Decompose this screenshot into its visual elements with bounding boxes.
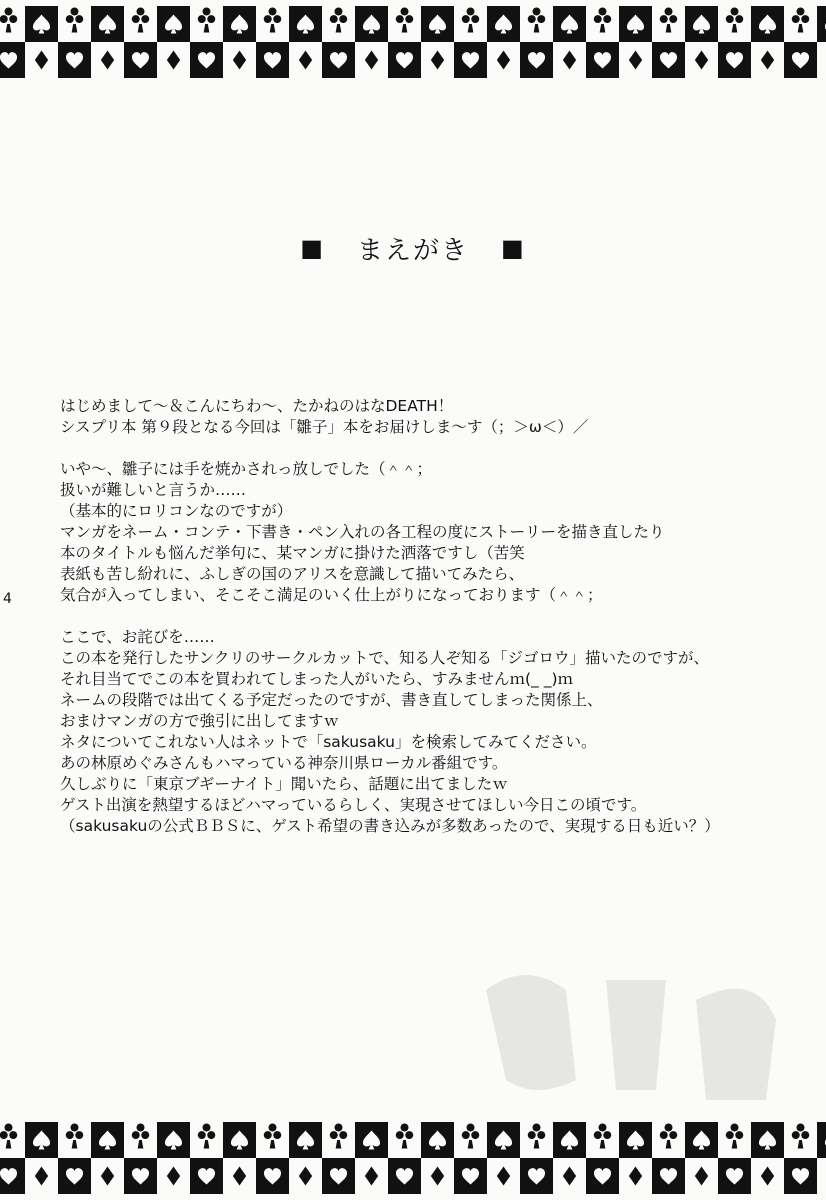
text-line: 久しぶりに「東京ブギーナイト」聞いたら、話題に出てましたｗ xyxy=(60,775,508,793)
title-square-left-icon: ■ xyxy=(300,234,325,262)
paragraph-1 xyxy=(60,396,820,438)
border-dark-cell xyxy=(817,1122,826,1158)
text-line: 扱いが難しいと言うか…… xyxy=(60,481,247,499)
paragraph-gap xyxy=(60,606,820,627)
title-text: まえがき xyxy=(356,235,469,266)
text-line: ネームの段階では出てくる予定だったのですが、書き直してしまった関係上、 xyxy=(60,691,603,709)
bottom-card-suit-border xyxy=(0,1116,826,1200)
text-line: マンガをネーム・コンテ・下書き・ペン入れの各工程の度にストーリーを描き直したり xyxy=(60,523,665,541)
paragraph-3 xyxy=(60,627,820,837)
text-line: 本のタイトルも悩んだ挙句に、某マンガに掛けた洒落ですし（苦笑 xyxy=(60,544,525,562)
text-line: 気合が入ってしまい、そこそこ満足のいく仕上がりになっております（＾＾； xyxy=(60,586,603,604)
text-line: （基本的にロリコンなのですが） xyxy=(60,502,293,520)
text-line: それ目当てでこの本を買われてしまった人がいたら、すみませんｍ(_ _)ｍ xyxy=(60,670,574,688)
border-dark-cell xyxy=(817,6,826,42)
text-line: ここで、お詫びを…… xyxy=(60,628,215,646)
border-light-cell xyxy=(817,42,826,78)
foreword-body xyxy=(60,396,820,837)
text-line: 表紙も苦し紛れに、ふしぎの国のアリスを意識して描いてみたら、 xyxy=(60,565,525,583)
text-line: ネタについてこれない人はネットで「sakusaku」を検索してみてください。 xyxy=(60,733,597,751)
border-light-cell xyxy=(0,1122,25,1158)
card-suit-pattern xyxy=(0,0,826,84)
text-line: シスプリ本 第９段となる今回は「雛子」本をお届けしま～す（；＞ω＜）／ xyxy=(60,418,589,436)
text-line: この本を発行したサンクリのサークルカットで、知る人ぞ知る「ジゴロウ」描いたのですが、 xyxy=(60,649,709,667)
text-line: あの林原めぐみさんもハマっている神奈川県ローカル番組です。 xyxy=(60,754,508,772)
paragraph-gap xyxy=(60,438,820,459)
border-light-cell xyxy=(817,1158,826,1194)
top-card-suit-border xyxy=(0,0,826,84)
page-title xyxy=(0,228,826,268)
paragraph-2 xyxy=(60,459,820,606)
card-suit-pattern xyxy=(0,1116,826,1200)
text-line: はじめまして～＆こんにちわ～、たかねのはなDEATH！ xyxy=(60,397,454,415)
text-line: ゲスト出演を熱望するほどハマっているらしく、実現させてほしい今日この頃です。 xyxy=(60,796,647,814)
bleed-through-shadow xyxy=(466,960,796,1110)
title-square-right-icon: ■ xyxy=(501,234,526,262)
border-light-cell xyxy=(0,6,25,42)
text-line: （sakusakuの公式ＢＢＳに、ゲスト希望の書き込みが多数あったので、実現する日も近い？） xyxy=(60,817,720,835)
text-line: おまけマンガの方で強引に出してますｗ xyxy=(60,712,340,730)
text-line: いや～、雛子には手を焼かされっ放しでした（＾＾； xyxy=(60,460,433,478)
page-number: 4 xyxy=(3,591,12,607)
